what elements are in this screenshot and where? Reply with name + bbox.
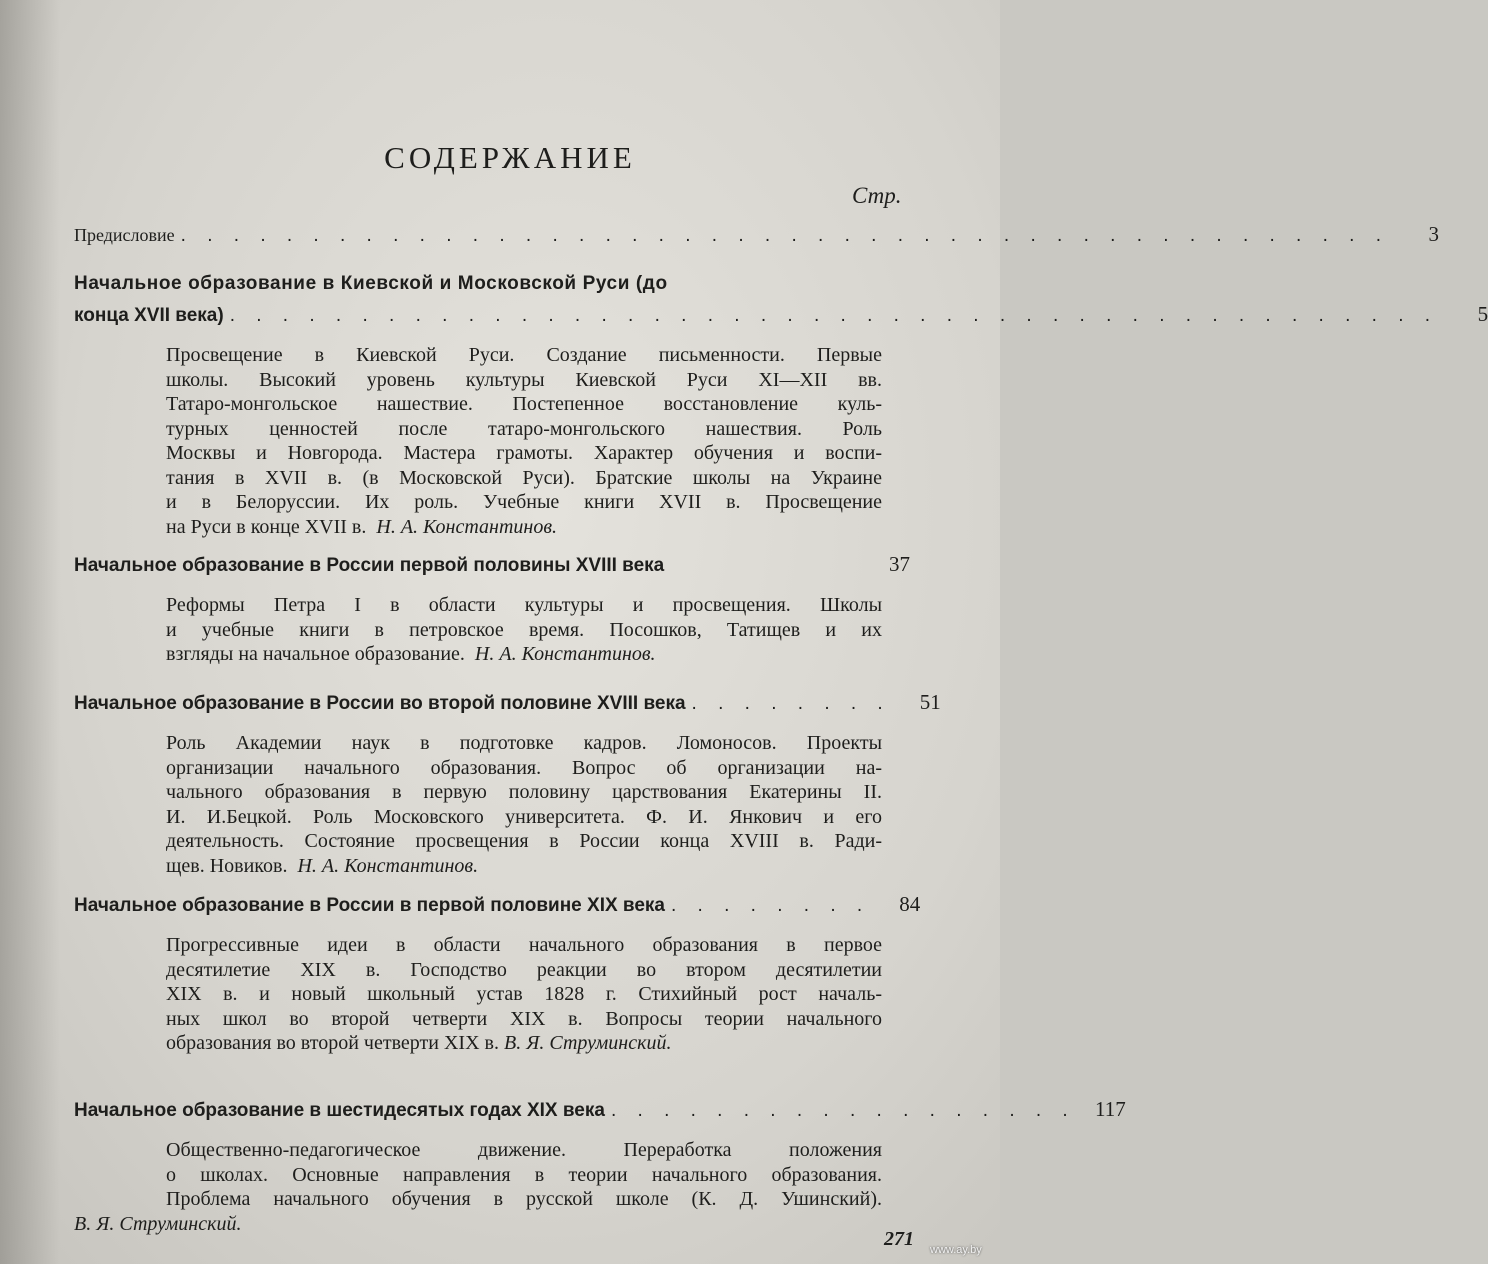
toc-heading-line xyxy=(74,687,941,719)
leader-dots: . . . . . . . . . . . . . . . . . . . . . . . . . . . . . . . . . . . . . . . . . . . . . . xyxy=(180,225,1390,246)
description-line: о школах. Основные направления в теории начального образования. xyxy=(166,1163,882,1186)
leader-dots: . . . . . . . . . . . . . . . . . . . . . . . . . . . . . . . . . . . . . . . . . . . . . . xyxy=(229,305,1439,326)
description-line: организации начального образования. Вопрос об организации на- xyxy=(166,756,882,779)
toc-description xyxy=(74,731,910,878)
toc-description xyxy=(74,933,910,1056)
toc-heading: Начальное образование в России в первой половине XIX века xyxy=(74,895,665,916)
leader-dots: . . . . . . . . xyxy=(671,895,871,916)
author-name: В. Я. Струминский. xyxy=(74,1212,242,1235)
binding-shadow xyxy=(0,0,60,1264)
author-name: Н. А. Константинов. xyxy=(376,515,558,538)
toc-heading-line xyxy=(74,889,921,921)
description-text: щев. Новиков. xyxy=(166,854,288,877)
author-name: В. Я. Струминский. xyxy=(503,1032,672,1054)
description-line: Реформы Петра I в области культуры и просвещения. Школы xyxy=(166,594,882,616)
toc-heading: Начальное образование в России во второй половине XVIII века xyxy=(74,693,686,714)
description-line: деятельность. Состояние просвещения в России конца XVIII в. Ради- xyxy=(166,830,882,852)
toc-heading: Начальное образование в Киевской и Московской Руси (до xyxy=(74,273,668,294)
description-line: Роль Академии наук в подготовке кадров. Ломоносов. Проекты xyxy=(166,732,882,754)
toc-entry-russia-18c-first-half xyxy=(74,549,910,667)
description-line: и в Белоруссии. Их роль. Учебные книги XVII в. Просвещение xyxy=(166,491,882,513)
toc-heading-line xyxy=(74,219,1440,251)
description-text: взгляды на начальное образование. xyxy=(166,643,465,665)
description-line: ных школ во второй четверти XIX в. Вопросы теории начального xyxy=(166,1007,882,1030)
page-column-label: Стр. xyxy=(852,183,902,208)
description-line: Просвещение в Киевской Руси. Создание письменности. Первые xyxy=(166,344,882,366)
description-text: на Руси в конце XVII в. xyxy=(166,515,367,538)
toc-heading-line xyxy=(74,549,910,581)
author-name: Н. А. Константинов. xyxy=(474,643,656,665)
description-line xyxy=(166,642,882,667)
description-line xyxy=(166,854,882,879)
toc-heading-continuation: конца XVII века) xyxy=(74,305,224,326)
description-line: Татаро-монгольское нашествие. Постепенное восстановление куль- xyxy=(166,393,882,415)
toc-heading: Предисловие xyxy=(74,225,175,245)
toc-entry-sixties-19c xyxy=(74,1094,1126,1236)
description-line: чального образования в первую половину царствования Екатерины II. xyxy=(166,781,882,803)
toc-entry-russia-18c-second-half xyxy=(74,687,941,878)
description-line: турных ценностей после татаро-монгольского нашествия. Роль xyxy=(166,417,882,440)
author-name: Н. А. Константинов. xyxy=(297,854,479,877)
description-line xyxy=(166,515,882,540)
description-line: школы. Высокий уровень культуры Киевской Руси XI—XII вв. xyxy=(166,368,882,391)
toc-page-number: 84 xyxy=(899,892,921,916)
toc-heading: Начальное образование в шестидесятых годах XIX века xyxy=(74,1100,605,1121)
description-line: тания в XVII в. (в Московской Руси). Братские школы на Украине xyxy=(166,466,882,489)
description-text: образования во второй четверти XIX в. xyxy=(166,1032,499,1054)
page-title: СОДЕРЖАНИЕ xyxy=(384,140,636,175)
toc-heading-line xyxy=(74,299,1488,331)
description-line: и учебные книги в петровское время. Посошков, Татищев и их xyxy=(166,618,882,641)
toc-page-number: 117 xyxy=(1094,1097,1126,1121)
toc-page-number: 5 xyxy=(1477,302,1488,326)
toc-entry-kievan-rus xyxy=(74,269,1488,539)
toc-entry-russia-19c-first-half xyxy=(74,889,921,1056)
toc-page-number: 37 xyxy=(889,552,910,576)
toc-page-number: 3 xyxy=(1428,222,1440,246)
toc-entry-preface xyxy=(74,219,1440,251)
description-line: Прогрессивные идеи в области начального образования в первое xyxy=(166,934,882,956)
toc-description xyxy=(74,343,910,539)
toc-page-number: 51 xyxy=(919,690,941,714)
description-line: десятилетие XIX в. Господство реакции во втором десятилетии xyxy=(166,958,882,981)
description-line: И. И.Бецкой. Роль Московского университета. Ф. И. Янкович и его xyxy=(166,805,882,828)
description-line: XIX в. и новый школьный устав 1828 г. Стихийный рост началь- xyxy=(166,983,882,1005)
description-line: Москвы и Новгорода. Мастера грамоты. Характер обучения и воспи- xyxy=(166,442,882,464)
leader-dots: . . . . . . . . xyxy=(691,693,891,714)
description-line: Проблема начального обучения в русской школе (К. Д. Ушинский). xyxy=(166,1188,882,1210)
toc-heading: Начальное образование в России первой половины XVIII века xyxy=(74,555,665,576)
toc-heading-line xyxy=(74,1094,1126,1126)
watermark: www.ay.by xyxy=(930,1244,982,1256)
toc-description xyxy=(74,1138,910,1236)
leader-dots: . . . . . . . . . . . . . . . . . . xyxy=(610,1100,1076,1121)
description-line: Общественно-педагогическое движение. Переработка положения xyxy=(166,1139,882,1161)
toc-description xyxy=(74,593,910,667)
folio-page-number: 271 xyxy=(884,1228,914,1250)
description-line xyxy=(166,1031,882,1056)
